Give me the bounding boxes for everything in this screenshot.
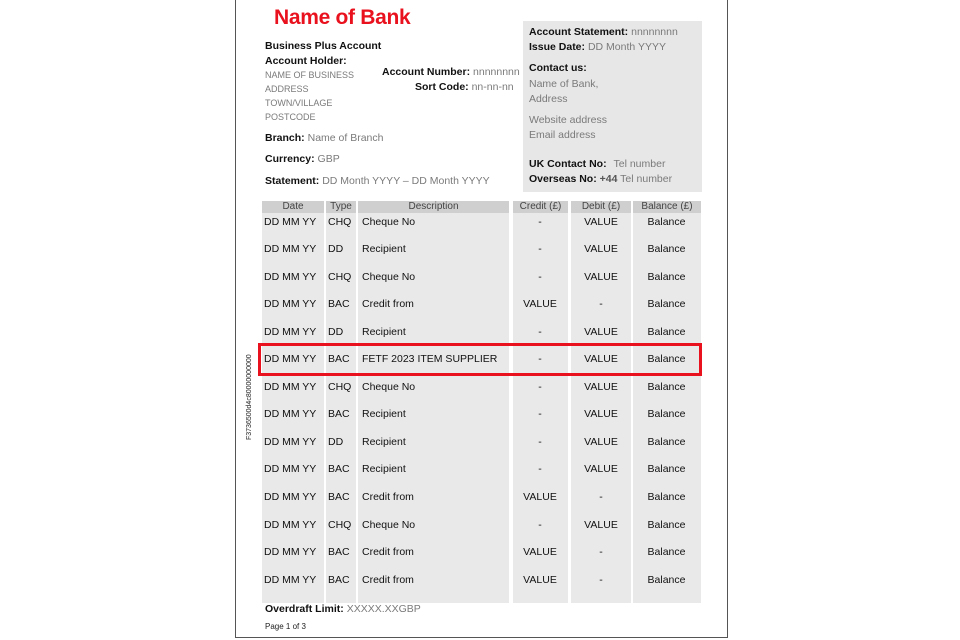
- row-debit: VALUE: [584, 216, 618, 228]
- overseas-contact: [529, 173, 672, 185]
- row-date: DD MM YY: [264, 271, 317, 283]
- row-description: Cheque No: [362, 381, 416, 393]
- row-balance: Balance: [647, 408, 686, 420]
- account-number-value: nnnnnnnn: [473, 66, 520, 78]
- row-description: Recipient: [362, 408, 406, 420]
- statement-period-value: DD Month YYYY – DD Month YYYY: [322, 175, 490, 187]
- row-date: DD MM YY: [264, 326, 317, 338]
- overseas-contact-value: Tel number: [620, 173, 673, 185]
- issue-date-label: Issue Date:: [529, 41, 586, 53]
- row-balance: Balance: [647, 463, 686, 475]
- contact-info-box: [523, 21, 702, 192]
- row-description: Credit from: [362, 491, 414, 503]
- row-debit: VALUE: [584, 519, 618, 531]
- sort-code-label: Sort Code:: [415, 81, 469, 93]
- table-row: [236, 325, 729, 339]
- row-description: Credit from: [362, 574, 414, 586]
- row-description: Recipient: [362, 326, 406, 338]
- row-description: Recipient: [362, 243, 406, 255]
- row-description: Credit from: [362, 298, 414, 310]
- row-type: CHQ: [328, 381, 352, 393]
- row-type: BAC: [328, 298, 350, 310]
- contact-us-label: Contact us:: [529, 62, 587, 74]
- row-balance: Balance: [647, 353, 686, 365]
- row-balance: Balance: [647, 381, 686, 393]
- row-debit: VALUE: [584, 271, 618, 283]
- sort-code: [415, 81, 514, 93]
- row-debit: VALUE: [584, 463, 618, 475]
- table-row: [236, 270, 729, 284]
- row-date: DD MM YY: [264, 574, 317, 586]
- row-type: CHQ: [328, 271, 352, 283]
- row-date: DD MM YY: [264, 353, 317, 365]
- row-type: BAC: [328, 491, 350, 503]
- table-row: [236, 407, 729, 421]
- uk-contact-label: UK Contact No:: [529, 158, 607, 170]
- row-balance: Balance: [647, 519, 686, 531]
- row-credit: -: [538, 326, 542, 338]
- row-type: DD: [328, 326, 344, 338]
- account-statement: [529, 26, 678, 38]
- row-date: DD MM YY: [264, 546, 317, 558]
- row-date: DD MM YY: [264, 463, 317, 475]
- row-credit: -: [538, 408, 542, 420]
- row-credit: -: [538, 243, 542, 255]
- row-debit: VALUE: [584, 436, 618, 448]
- account-statement-label: Account Statement:: [529, 26, 629, 38]
- row-balance: Balance: [647, 243, 686, 255]
- uk-contact: [529, 158, 665, 170]
- row-description: Cheque No: [362, 519, 416, 531]
- contact-address: Address: [529, 93, 568, 105]
- row-type: BAC: [328, 408, 350, 420]
- row-credit: -: [538, 436, 542, 448]
- table-row: [236, 545, 729, 559]
- table-row: [236, 490, 729, 504]
- row-credit: -: [538, 519, 542, 531]
- table-row: [236, 242, 729, 256]
- branch-label: Branch:: [265, 132, 305, 144]
- website-address: Website address: [529, 114, 608, 126]
- page-number: Page 1 of 3: [265, 622, 306, 631]
- row-type: BAC: [328, 574, 350, 586]
- currency-label: Currency:: [265, 153, 315, 165]
- issue-date-value: DD Month YYYY: [587, 41, 666, 53]
- row-date: DD MM YY: [264, 491, 317, 503]
- table-row: [236, 215, 729, 229]
- overseas-contact-label: Overseas No:: [529, 173, 597, 185]
- row-balance: Balance: [647, 326, 686, 338]
- row-balance: Balance: [647, 491, 686, 503]
- row-debit: VALUE: [584, 243, 618, 255]
- row-date: DD MM YY: [264, 298, 317, 310]
- overdraft-limit: [265, 603, 421, 615]
- bank-name: Name of Bank: [274, 6, 411, 29]
- row-credit: -: [538, 216, 542, 228]
- row-debit: -: [599, 574, 603, 586]
- table-row: [236, 518, 729, 532]
- branch: [265, 132, 383, 144]
- row-balance: Balance: [647, 574, 686, 586]
- header-description: Description: [358, 201, 509, 213]
- row-description: Recipient: [362, 463, 406, 475]
- header-debit: Debit (£): [571, 201, 631, 213]
- holder-line: POSTCODE: [265, 112, 316, 122]
- overdraft-value: XXXXX.XXGBP: [346, 603, 421, 615]
- table-row: [236, 297, 729, 311]
- account-type: Business Plus Account: [265, 40, 382, 52]
- header-type: Type: [326, 201, 356, 213]
- holder-line: ADDRESS: [265, 84, 309, 94]
- row-debit: VALUE: [584, 353, 618, 365]
- row-date: DD MM YY: [264, 216, 317, 228]
- row-credit: -: [538, 353, 542, 365]
- header-credit: Credit (£): [513, 201, 568, 213]
- row-date: DD MM YY: [264, 243, 317, 255]
- row-debit: VALUE: [584, 408, 618, 420]
- row-date: DD MM YY: [264, 381, 317, 393]
- account-holder-label: Account Holder:: [265, 55, 347, 67]
- row-debit: -: [599, 546, 603, 558]
- row-description: Credit from: [362, 546, 414, 558]
- row-type: DD: [328, 243, 344, 255]
- account-number: [382, 66, 520, 78]
- row-date: DD MM YY: [264, 519, 317, 531]
- table-row: [236, 380, 729, 394]
- branch-value: Name of Branch: [307, 132, 384, 144]
- row-type: CHQ: [328, 216, 352, 228]
- highlight-box: [258, 343, 702, 376]
- row-credit: -: [538, 463, 542, 475]
- statement-page: [235, 0, 728, 638]
- row-debit: VALUE: [584, 381, 618, 393]
- row-balance: Balance: [647, 436, 686, 448]
- row-type: BAC: [328, 353, 350, 365]
- row-balance: Balance: [647, 216, 686, 228]
- row-type: CHQ: [328, 519, 352, 531]
- table-row: [236, 462, 729, 476]
- row-balance: Balance: [647, 546, 686, 558]
- side-reference-number: F3736500d4c80000000000: [246, 354, 253, 440]
- row-description: Cheque No: [362, 271, 416, 283]
- overdraft-label: Overdraft Limit:: [265, 603, 344, 615]
- header-balance: Balance (£): [633, 201, 701, 213]
- header-date: Date: [262, 201, 324, 213]
- overseas-prefix: +44: [599, 173, 618, 185]
- row-debit: VALUE: [584, 326, 618, 338]
- account-statement-value: nnnnnnnn: [631, 26, 678, 38]
- row-credit: VALUE: [523, 574, 557, 586]
- row-description: Cheque No: [362, 216, 416, 228]
- row-credit: VALUE: [523, 298, 557, 310]
- row-credit: VALUE: [523, 546, 557, 558]
- row-debit: -: [599, 298, 603, 310]
- row-description: Recipient: [362, 436, 406, 448]
- issue-date: [529, 41, 666, 53]
- account-number-label: Account Number:: [382, 66, 471, 78]
- statement-period-label: Statement:: [265, 175, 320, 187]
- statement-period: [265, 175, 490, 187]
- row-balance: Balance: [647, 298, 686, 310]
- row-description: FETF 2023 ITEM SUPPLIER: [362, 353, 498, 365]
- sort-code-value: nn-nn-nn: [471, 81, 514, 93]
- holder-line: TOWN/VILLAGE: [265, 98, 333, 108]
- table-row: [236, 573, 729, 587]
- holder-line: NAME OF BUSINESS: [265, 70, 355, 80]
- row-type: BAC: [328, 463, 350, 475]
- row-credit: -: [538, 381, 542, 393]
- row-debit: -: [599, 491, 603, 503]
- row-balance: Balance: [647, 271, 686, 283]
- table-row: [236, 435, 729, 449]
- email-address: Email address: [529, 129, 596, 141]
- uk-contact-value: Tel number: [613, 158, 666, 170]
- currency: [265, 153, 340, 165]
- row-credit: -: [538, 271, 542, 283]
- row-date: DD MM YY: [264, 408, 317, 420]
- currency-value: GBP: [317, 153, 340, 165]
- row-credit: VALUE: [523, 491, 557, 503]
- row-type: DD: [328, 436, 344, 448]
- row-date: DD MM YY: [264, 436, 317, 448]
- contact-bank-name: Name of Bank,: [529, 78, 599, 90]
- row-type: BAC: [328, 546, 350, 558]
